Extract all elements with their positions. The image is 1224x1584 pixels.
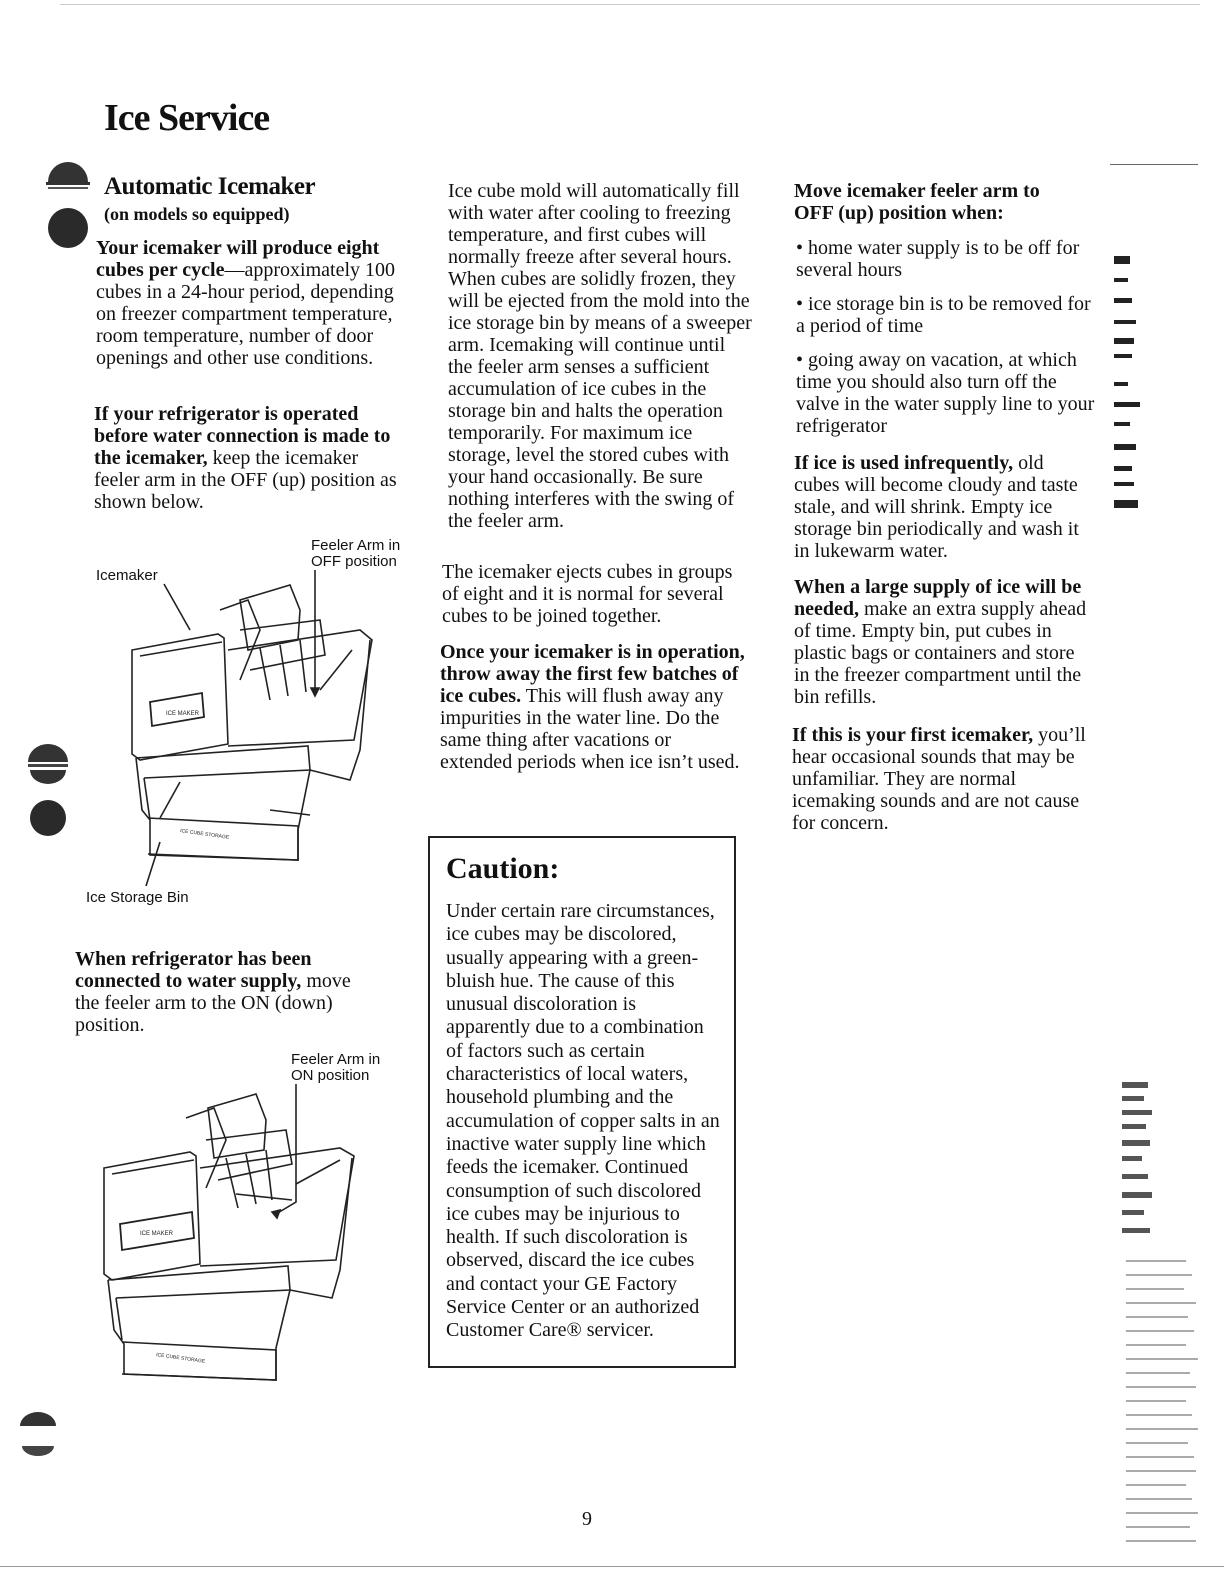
section-title: Automatic Icemaker — [104, 173, 316, 200]
col2-paragraph-2: The icemaker ejects cubes in groups of eight and it is normal for several cubes to be joined together. — [442, 561, 733, 627]
page-number: 9 — [582, 1508, 592, 1530]
col1-paragraph-2-body: keep the icemaker feeler arm in the OFF (up) position as shown below. — [94, 447, 397, 513]
section-marker-icon — [44, 162, 94, 252]
top-scan-line — [60, 4, 1200, 5]
section-marker-icon-2 — [26, 744, 72, 840]
figure-off-label-icemaker: Icemaker — [96, 567, 158, 584]
col3-paragraph-1-lead: If ice is used infrequently, — [794, 452, 1014, 474]
edge-tab-marks — [1110, 254, 1160, 514]
col3-paragraph-1-body: old cubes will become cloudy and taste stale, and will shrink. Empty ice storage bin periodically and wash it in lukewarm water. — [794, 452, 1079, 562]
col3-paragraph-3 — [792, 724, 1094, 834]
bottom-scan-line — [0, 1566, 1224, 1567]
col1-paragraph-2-lead: If your refrigerator is operated before water connection is made to the icemaker, — [94, 403, 391, 469]
icemaker-on-illustration — [96, 1084, 366, 1384]
caution-text: Under certain rare circumstances, ice cubes may be discolored, usually appearing with a green-bluish hue. The cause of this unusual discoloration is apparently due to a combination of factors such as certain characteristics of local waters, household plumbing and the accumulation of copper salts in an inactive water supply line which feeds the icemaker. Continued consumption of such discolored ice cubes may be injurious to health. If such discoloration is observed, discard the ice cubes and contact your GE Factory Service Center or an authorized Customer Care® servicer. — [446, 900, 720, 1342]
col1-paragraph-1 — [96, 237, 406, 369]
col3-bullet-list — [796, 237, 1096, 449]
col3-paragraph-3-body: you’ll hear occasional sounds that may be unfamiliar. They are normal icemaking sounds and are not cause for concern. — [792, 724, 1086, 834]
caution-title: Caution: — [446, 852, 560, 885]
col3-bullet-3: • going away on vacation, at which time you should also turn off the valve in the water supply line to your refrigerator — [796, 349, 1096, 437]
figure-on-label-feeler-2: ON position — [291, 1067, 370, 1084]
col1-paragraph-1-body: —approximately 100 cubes in a 24-hour period, depending on freezer compartment temperature, room temperature, number of door openings and other use conditions. — [96, 259, 396, 369]
col3-paragraph-3-lead: If this is your first icemaker, — [792, 724, 1034, 746]
figure-off-bin-label: ICE CUBE STORAGE — [179, 828, 230, 841]
figure-on-bin-label: ICE CUBE STORAGE — [155, 1352, 206, 1365]
col2-paragraph-1: Ice cube mold will automatically fill with water after cooling to freezing temperature, and first cubes will normally freeze after several hours. When cubes are solidly frozen, they will be ejected from the mold into the ice storage bin by means of a sweeper arm. Icemaking will continue until the feeler arm senses a sufficient accumulation of ice cubes in the storage bin and halts the operation temporarily. For maximum ice storage, level the stored cubes with your hand occasionally. Be sure nothing interferes with the swing of the feeler arm. — [448, 180, 752, 532]
figure-off-label-bin: Ice Storage Bin — [86, 889, 189, 906]
col1-paragraph-3-body: move the feeler arm to the ON (down) position. — [75, 970, 351, 1036]
col3-bullet-2: • ice storage bin is to be removed for a period of time — [796, 293, 1096, 337]
col2-paragraph-3-body: This will flush away any impurities in the water line. Do the same thing after vacations or extended periods when ice isn’t used. — [440, 685, 740, 773]
col2-paragraph-3-lead: Once your icemaker is in operation, throw away the first few batches of ice cubes. — [440, 641, 745, 707]
page-title: Ice Service — [104, 97, 270, 139]
col3-heading: Move icemaker feeler arm to OFF (up) position when: — [794, 180, 1040, 224]
section-subtitle: (on models so equipped) — [104, 204, 290, 224]
col3-bullet-1: • home water supply is to be off for several hours — [796, 237, 1096, 281]
caution-box — [428, 836, 736, 1368]
icemaker-off-illustration — [120, 570, 390, 890]
col3-paragraph-2-body: make an extra supply ahead of time. Empty bin, put cubes in plastic bags or containers and store in the freezer compartment until the bin refills. — [794, 598, 1087, 708]
figure-off-label-feeler-1: Feeler Arm in — [311, 537, 401, 554]
figure-off-label-feeler-2: OFF position — [311, 553, 397, 570]
right-rule — [1110, 164, 1198, 165]
col3-paragraph-1 — [794, 452, 1094, 562]
col3-paragraph-2 — [794, 576, 1094, 708]
col3-paragraph-2-lead: When a large supply of ice will be needed, — [794, 576, 1082, 620]
edge-print-marks — [1122, 1080, 1202, 1560]
col1-paragraph-2 — [94, 403, 404, 513]
col2-paragraph-3 — [440, 641, 746, 773]
col1-paragraph-3 — [75, 948, 375, 1036]
col1-paragraph-3-lead: When refrigerator has been connected to water supply, — [75, 948, 312, 992]
col1-paragraph-1-lead: Your icemaker will produce eight cubes per cycle — [96, 237, 380, 281]
figure-off-front-label: ICE MAKER — [166, 711, 200, 717]
figure-on-front-label: ICE MAKER — [140, 1231, 174, 1237]
section-marker-icon-3 — [18, 1410, 58, 1460]
figure-on-label-feeler-1: Feeler Arm in — [291, 1051, 381, 1068]
